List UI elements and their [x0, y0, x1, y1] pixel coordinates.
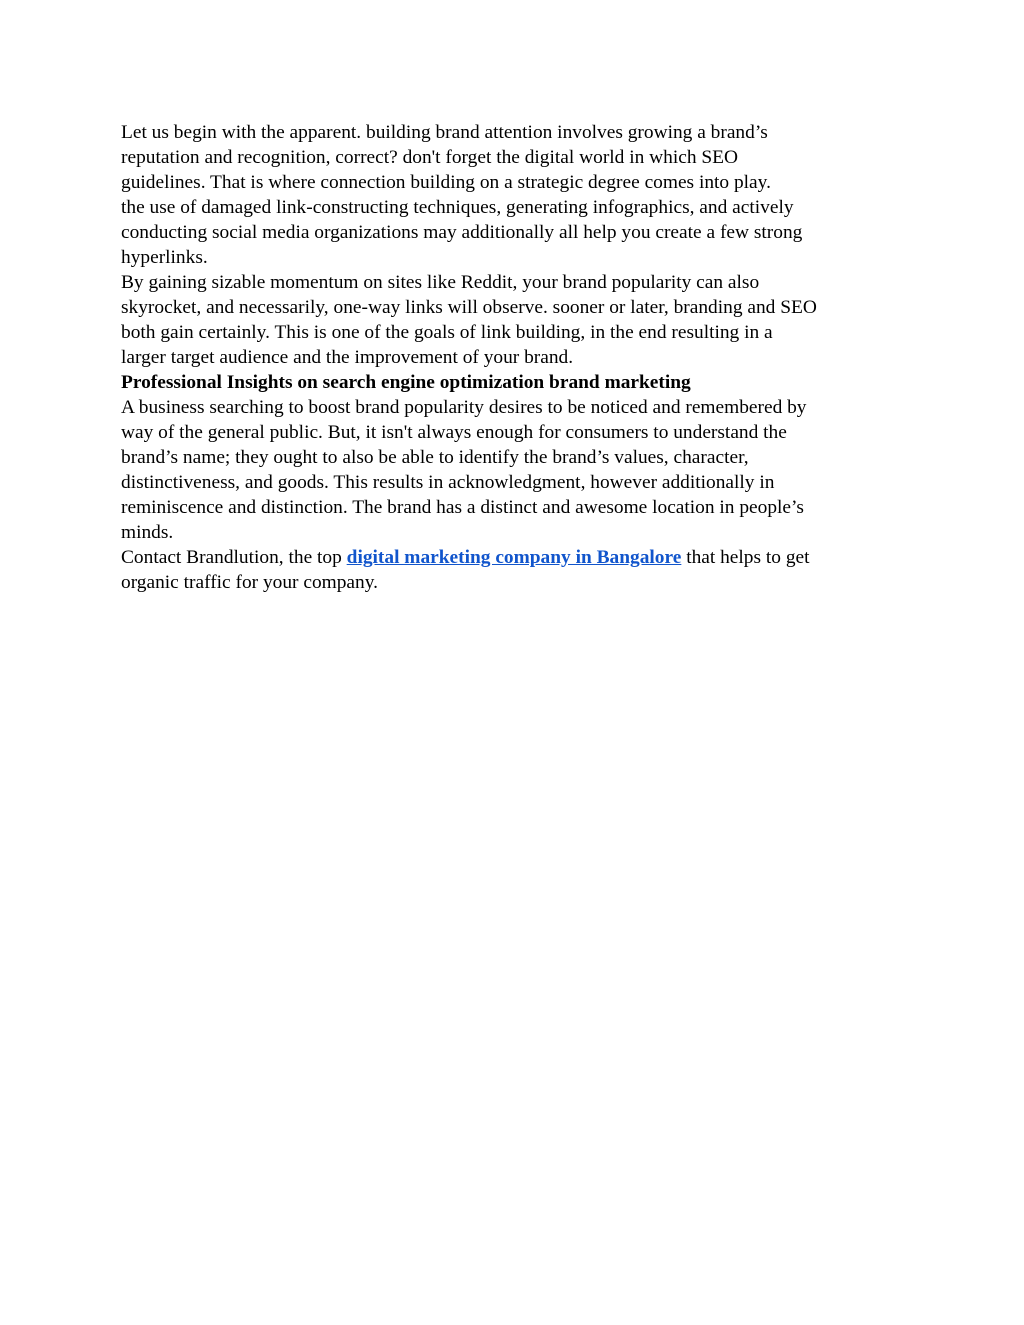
text-line: distinctiveness, and goods. This results in acknowledgment, however additionally in [121, 472, 775, 493]
text-line: larger target audience and the improvement of your brand. [121, 347, 574, 368]
text-line: reminiscence and distinction. The brand has a distinct and awesome location in people’s [121, 497, 804, 518]
text-line: minds. [121, 522, 174, 543]
text-line: way of the general public. But, it isn't always enough for consumers to understand the [121, 422, 787, 443]
text-line: By gaining sizable momentum on sites like Reddit, your brand popularity can also [121, 272, 760, 293]
text-line: conducting social media organizations may additionally all help you create a few strong [121, 222, 803, 243]
text-line: skyrocket, and necessarily, one-way links will observe. sooner or later, branding and SEO [121, 297, 817, 318]
text-line: the use of damaged link-constructing techniques, generating infographics, and actively [121, 197, 794, 218]
paragraph-intro [121, 120, 921, 270]
contact-text-before: Contact Brandlution, the top [121, 547, 347, 568]
digital-marketing-link[interactable]: digital marketing company in Bangalore [346, 547, 682, 568]
text-line: guidelines. That is where connection building on a strategic degree comes into play. [121, 172, 771, 193]
contact-text-after: that helps to get [681, 547, 810, 568]
section-heading: Professional Insights on search engine optimization brand marketing [121, 372, 691, 393]
text-line: both gain certainly. This is one of the goals of link building, in the end resulting in a [121, 322, 773, 343]
document-body [121, 120, 921, 595]
paragraph-contact [121, 545, 921, 595]
text-line: reputation and recognition, correct? don't forget the digital world in which SEO [121, 147, 739, 168]
text-line: Let us begin with the apparent. building brand attention involves growing a brand’s [121, 122, 768, 143]
text-line: organic traffic for your company. [121, 572, 379, 593]
paragraph-reddit [121, 270, 921, 370]
text-line: A business searching to boost brand popularity desires to be noticed and remembered by [121, 397, 807, 418]
text-line: brand’s name; they ought to also be able to identify the brand’s values, character, [121, 447, 749, 468]
paragraph-brand-popularity [121, 395, 921, 545]
contact-line [121, 545, 921, 570]
text-line: hyperlinks. [121, 247, 208, 268]
